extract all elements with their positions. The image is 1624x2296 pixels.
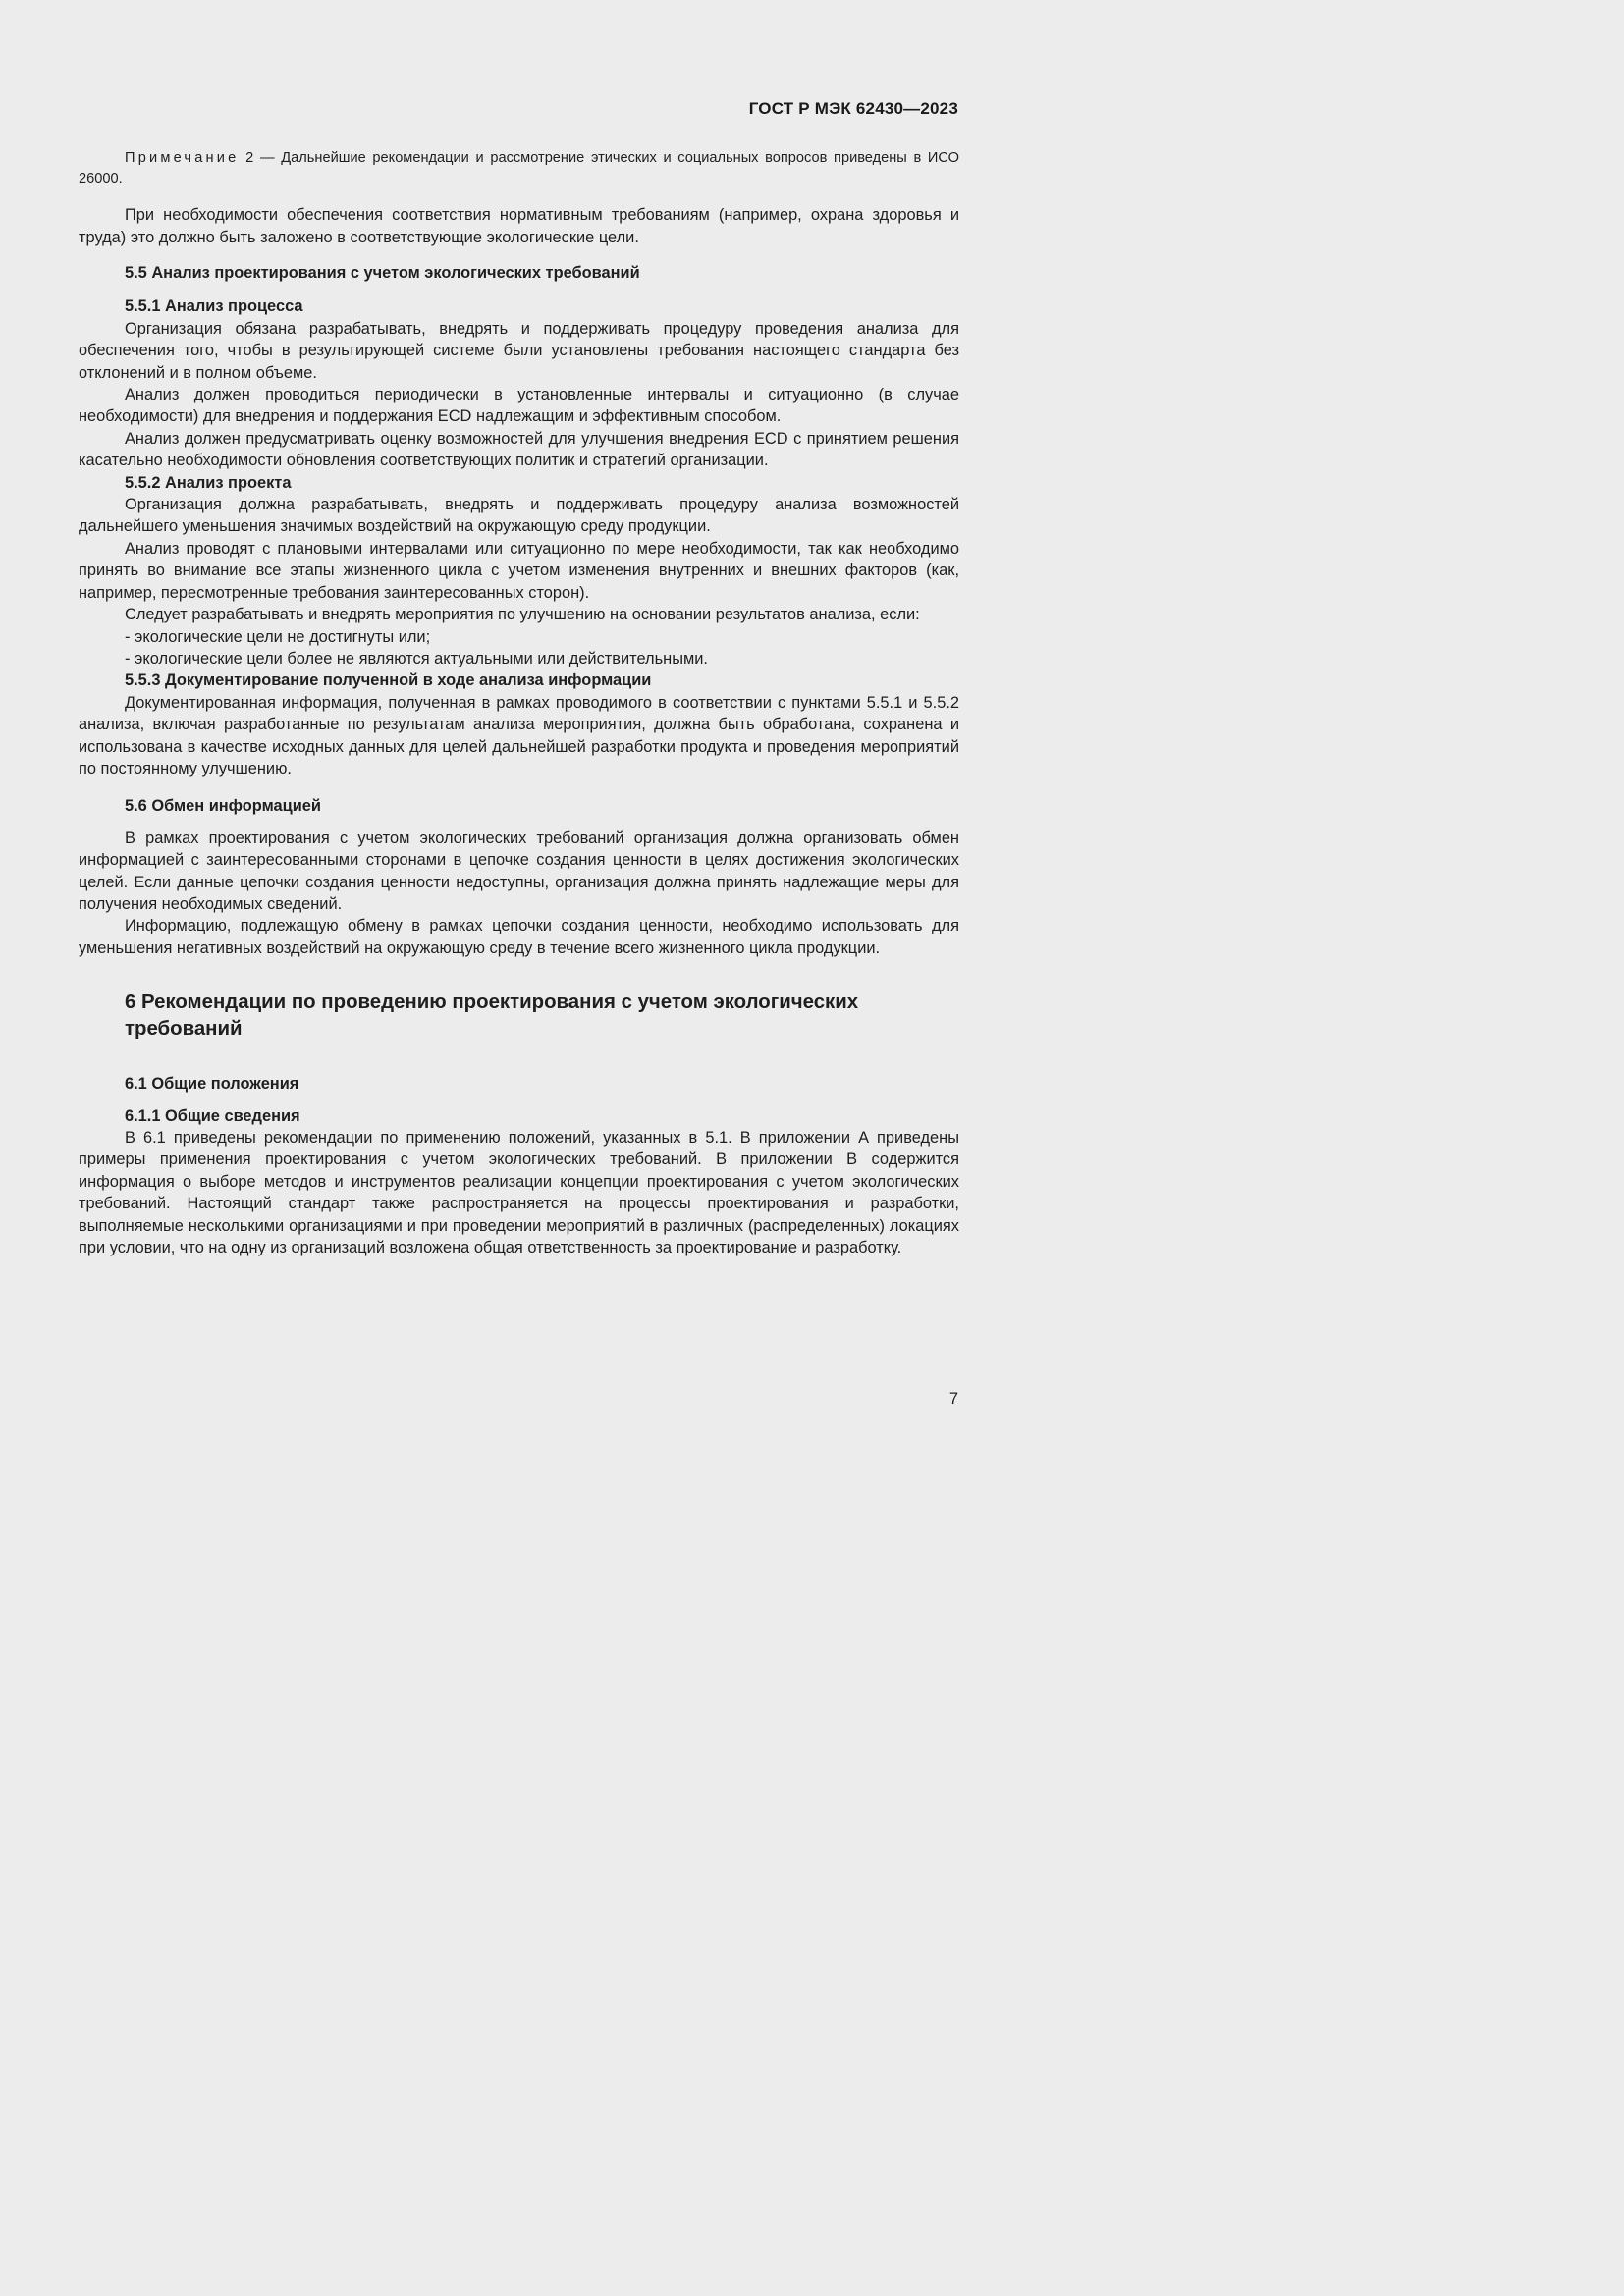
note-label: Примечание — [125, 150, 240, 166]
paragraph: Организация обязана разрабатывать, внедрять и поддерживать процедуру проведения анализа для обеспечения того, чтобы в результирующей системе были установлены требования настоящего стандарта без отклонений и в полном объеме. — [79, 319, 959, 382]
intro-paragraph: При необходимости обеспечения соответствия нормативным требованиям (например, охрана здоровья и труда) это должно быть заложено в соответствующие экологические цели. — [79, 206, 959, 246]
list-item: - экологические цели не достигнуты или; — [125, 627, 431, 646]
section-5-5-title: 5.5 Анализ проектирования с учетом экологических требований — [125, 264, 640, 282]
paragraph: Следует разрабатывать и внедрять мероприятия по улучшению на основании результатов анализа, если: — [125, 606, 920, 624]
section-5-5-1-title: 5.5.1 Анализ процесса — [125, 297, 303, 316]
paragraph: Анализ должен проводиться периодически в установленные интервалы и ситуационно (в случае необходимости) для внедрения и поддержания ECD надлежащим и эффективным способом. — [79, 386, 959, 426]
section-6-1-1-title: 6.1.1 Общие сведения — [125, 1106, 300, 1125]
page-content — [79, 148, 959, 1258]
document-page — [0, 0, 1089, 1539]
section-5-5-3-title: 5.5.3 Документирование полученной в ходе анализа информации — [125, 671, 652, 690]
paragraph: Документированная информация, полученная в рамках проводимого в соответствии с пунктами 5.5.1 и 5.5.2 анализа, включая разработанные по результатам анализа мероприятия, должна быть обработана, сохранена и использована в качестве исходных данных для целей дальнейшей разработки продукта и проведения мероприятий по постоянному улучшению. — [79, 693, 959, 777]
section-5-6-title: 5.6 Обмен информацией — [125, 797, 321, 816]
document-header: ГОСТ Р МЭК 62430—2023 — [748, 99, 958, 118]
paragraph: Организация должна разрабатывать, внедрять и поддерживать процедуру анализа возможностей дальнейшего уменьшения значимых воздействий на окружающую среду продукции. — [79, 496, 959, 536]
section-6-title: 6 Рекомендации по проведению проектирования с учетом экологических требований — [125, 991, 859, 1041]
paragraph: В 6.1 приведены рекомендации по применению положений, указанных в 5.1. В приложении А приведены примеры применения проектирования с учетом экологических требований. В приложении В содержится информация о выборе методов и инструментов реализации концепции проектирования с учетом экологических требований. Настоящий стандарт также распространяется на процессы проектирования и разработки, выполняемые несколькими организациями и при проведении мероприятий в различных (распределенных) локациях при условии, что на одну из организаций возложена общая ответственность за проектирование и разработку. — [79, 1129, 959, 1257]
note-paragraph — [79, 148, 959, 188]
paragraph: В рамках проектирования с учетом экологических требований организация должна организовать обмен информацией с заинтересованными сторонами в цепочке создания ценности в целях достижения экологических целей. Если данные цепочки создания ценности недоступны, организация должна принять надлежащие меры для получения необходимых сведений. — [79, 828, 959, 913]
paragraph: Анализ проводят с плановыми интервалами или ситуационно по мере необходимости, так как необходимо принять во внимание все этапы жизненного цикла с учетом изменения внутренних и внешних факторов (как, например, пересмотренные требования заинтересованных сторон). — [79, 539, 959, 602]
page-number: 7 — [948, 1390, 958, 1408]
section-5-5-2-title: 5.5.2 Анализ проекта — [125, 473, 292, 492]
note-text: 2 — Дальнейшие рекомендации и рассмотрение этических и социальных вопросов приведены в ИСО 26000. — [79, 150, 959, 187]
paragraph: Анализ должен предусматривать оценку возможностей для улучшения внедрения ECD с принятием решения касательно необходимости обновления соответствующих политик и стратегий организации. — [79, 429, 959, 470]
section-6-1-title: 6.1 Общие положения — [125, 1075, 299, 1094]
paragraph: Информацию, подлежащую обмену в рамках цепочки создания ценности, необходимо использовать для уменьшения негативных воздействий на окружающую среду в течение всего жизненного цикла продукции. — [79, 917, 959, 957]
list-item: - экологические цели более не являются актуальными или действительными. — [125, 649, 708, 667]
